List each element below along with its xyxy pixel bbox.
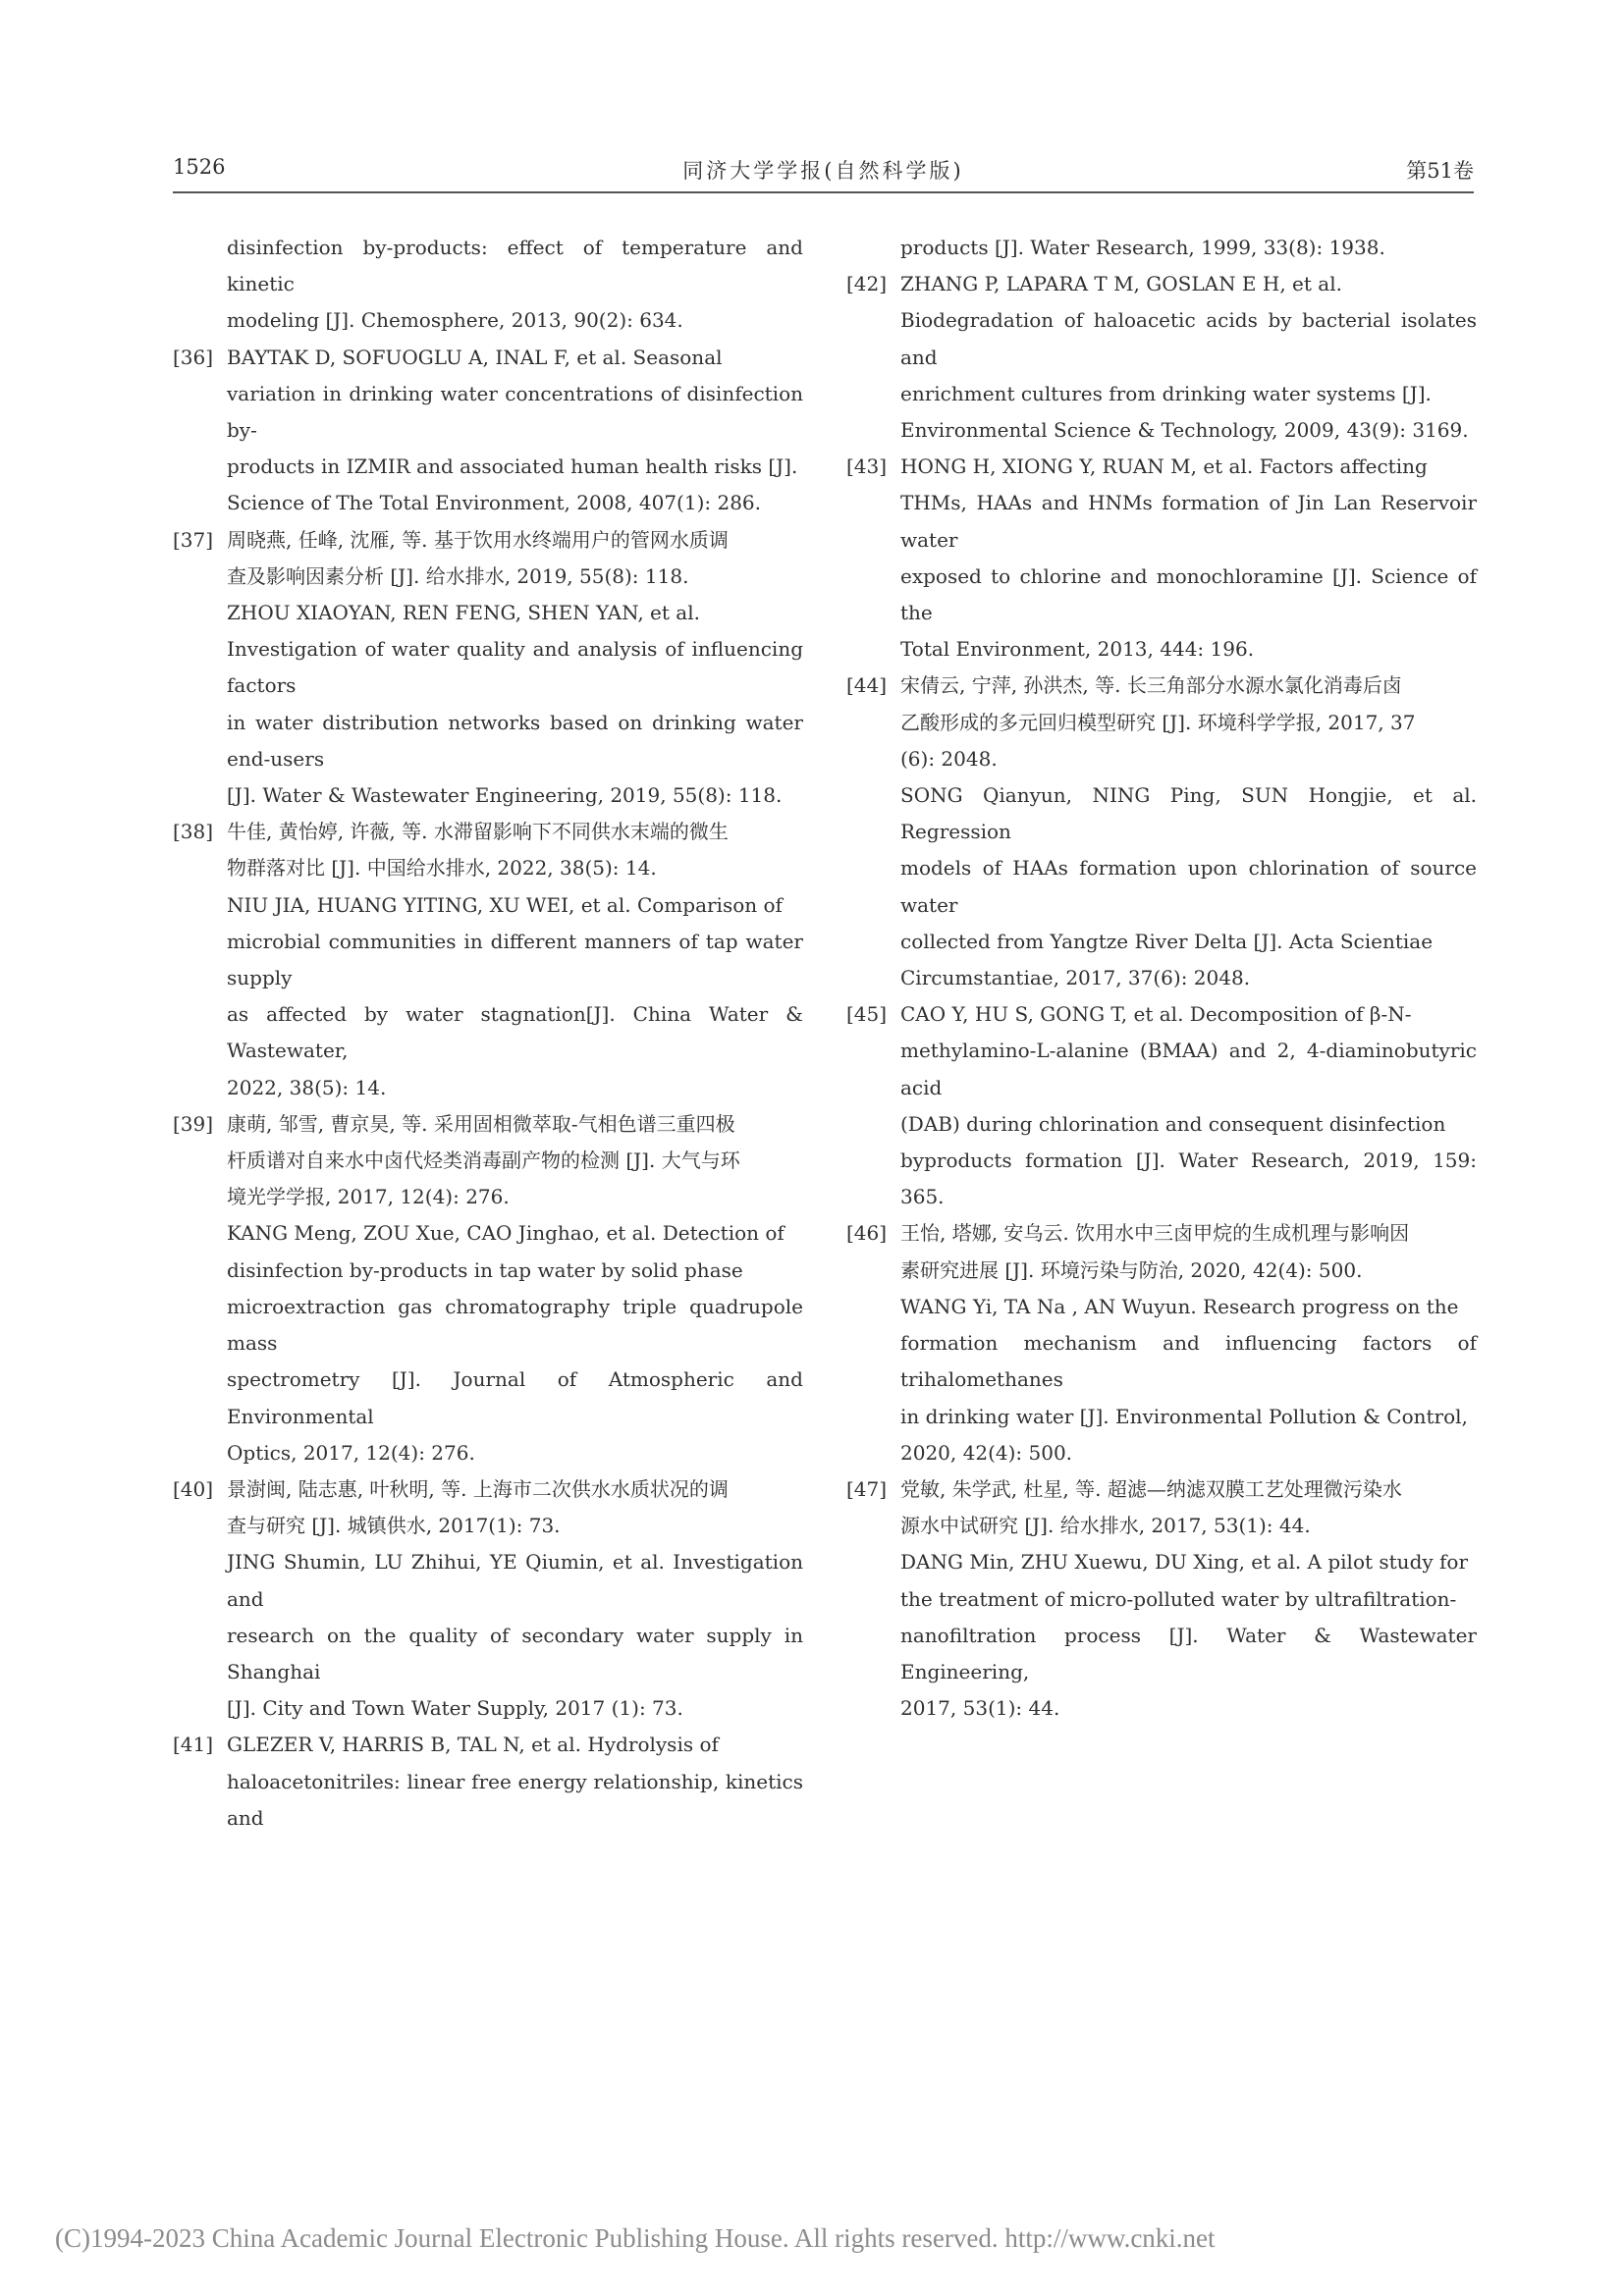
reference-line: microextraction gas chromatography triple quadrupole mass: [227, 1294, 803, 1356]
reference-line: (6): 2048.: [900, 746, 998, 771]
reference-line: 康萌, 邹雪, 曹京昊, 等. 采用固相微萃取-气相色谱三重四极: [227, 1111, 735, 1136]
reference-entry: [173, 230, 803, 340]
reference-line: 2017, 53(1): 44.: [900, 1696, 1060, 1721]
reference-line: spectrometry [J]. Journal of Atmospheric and Environmental: [227, 1367, 803, 1428]
reference-line: [J]. Water & Wastewater Engineering, 2019, 55(8): 118.: [227, 783, 783, 808]
reference-line: microbial communities in different manners of tap water supply: [227, 929, 803, 990]
reference-entry: [173, 340, 803, 522]
reference-number: [37]: [173, 527, 214, 552]
reference-number: [40]: [173, 1476, 214, 1501]
reference-line: haloacetonitriles: linear free energy relationship, kinetics and: [227, 1769, 803, 1830]
reference-entry: [173, 814, 803, 1106]
copyright-footer: (C)1994-2023 China Academic Journal Electronic Publishing House. All rights reserved. http://www.cnki.net: [55, 2223, 1216, 2253]
reference-line: 物群落对比 [J]. 中国给水排水, 2022, 38(5): 14.: [227, 856, 657, 881]
reference-line: Optics, 2017, 12(4): 276.: [227, 1440, 475, 1465]
reference-line: GLEZER V, HARRIS B, TAL N, et al. Hydrolysis of: [227, 1733, 719, 1757]
reference-line: THMs, HAAs and HNMs formation of Jin Lan Reservoir water: [900, 491, 1477, 552]
journal-title: 同济大学学报(自然科学版): [682, 159, 964, 183]
reference-line: in water distribution networks based on drinking water end-users: [227, 710, 803, 771]
reference-line: disinfection by-products: effect of temperature and kinetic: [227, 236, 803, 296]
reference-line: products in IZMIR and associated human health risks [J].: [227, 454, 798, 479]
reference-number: [44]: [846, 673, 888, 698]
reference-line: 牛佳, 黄怡婷, 许薇, 等. 水滞留影响下不同供水末端的微生: [227, 820, 729, 844]
reference-line: WANG Yi, TA Na , AN Wuyun. Research progress on the: [900, 1294, 1459, 1318]
reference-entry: [846, 1471, 1477, 1727]
reference-line: Circumstantiae, 2017, 37(6): 2048.: [900, 966, 1251, 990]
reference-line: research on the quality of secondary water supply in Shanghai: [227, 1623, 803, 1683]
references-left-column: [173, 230, 803, 1837]
reference-line: byproducts formation [J]. Water Research, 2019, 159: 365.: [900, 1148, 1477, 1209]
reference-line: DANG Min, ZHU Xuewu, DU Xing, et al. A pilot study for: [900, 1550, 1469, 1575]
reference-line: Biodegradation of haloacetic acids by bacterial isolates and: [900, 308, 1477, 369]
header-rule: [173, 191, 1474, 193]
reference-entry: [173, 1727, 803, 1837]
references-right-column: [846, 230, 1477, 1727]
reference-number: [36]: [173, 345, 214, 369]
reference-line: (DAB) during chlorination and consequent disinfection: [900, 1111, 1446, 1136]
reference-line: products [J]. Water Research, 1999, 33(8): 1938.: [900, 236, 1385, 259]
reference-number: [47]: [846, 1476, 888, 1501]
reference-line: 2020, 42(4): 500.: [900, 1440, 1073, 1465]
reference-line: NIU JIA, HUANG YITING, XU WEI, et al. Comparison of: [227, 892, 783, 917]
reference-line: HONG H, XIONG Y, RUAN M, et al. Factors affecting: [900, 454, 1428, 479]
reference-entry: [173, 1106, 803, 1471]
reference-entry: [173, 522, 803, 815]
reference-line: JING Shumin, LU Zhihui, YE Qiumin, et al. Investigation and: [227, 1550, 803, 1611]
reference-line: BAYTAK D, SOFUOGLU A, INAL F, et al. Seasonal: [227, 345, 723, 369]
reference-line: 杆质谱对自来水中卤代烃类消毒副产物的检测 [J]. 大气与环: [227, 1148, 740, 1173]
reference-entry: [846, 449, 1477, 667]
reference-line: 查与研究 [J]. 城镇供水, 2017(1): 73.: [227, 1514, 561, 1538]
reference-line: SONG Qianyun, NING Ping, SUN Hongjie, et al. Regression: [900, 783, 1477, 844]
reference-line: Science of The Total Environment, 2008, 407(1): 286.: [227, 491, 762, 515]
reference-line: variation in drinking water concentrations of disinfection by-: [227, 381, 803, 443]
reference-line: 查及影响因素分析 [J]. 给水排水, 2019, 55(8): 118.: [227, 563, 689, 588]
reference-number: [43]: [846, 454, 888, 479]
reference-line: disinfection by-products in tap water by solid phase: [227, 1257, 743, 1282]
reference-entry: [846, 996, 1477, 1215]
reference-line: the treatment of micro-polluted water by ultrafiltration-: [900, 1586, 1457, 1611]
reference-entry: [846, 667, 1477, 996]
reference-line: Environmental Science & Technology, 2009, 43(9): 3169.: [900, 418, 1469, 443]
reference-line: 宋倩云, 宁萍, 孙洪杰, 等. 长三角部分水源水氯化消毒后卤: [900, 673, 1402, 698]
reference-number: [38]: [173, 820, 214, 844]
reference-line: 王怡, 塔娜, 安乌云. 饮用水中三卤甲烷的生成机理与影响因: [900, 1221, 1410, 1246]
reference-line: enrichment cultures from drinking water systems [J].: [900, 381, 1432, 405]
reference-number: [42]: [846, 272, 888, 296]
page-header: [173, 155, 1474, 188]
reference-line: ZHANG P, LAPARA T M, GOSLAN E H, et al.: [900, 272, 1342, 296]
reference-line: [J]. City and Town Water Supply, 2017 (1): 73.: [227, 1696, 683, 1721]
reference-line: Total Environment, 2013, 444: 196.: [900, 637, 1255, 662]
reference-entry: [846, 1215, 1477, 1470]
reference-entry: [846, 266, 1477, 449]
reference-line: 景澍闽, 陆志惠, 叶秋明, 等. 上海市二次供水水质状况的调: [227, 1476, 729, 1501]
reference-number: [41]: [173, 1733, 214, 1757]
reference-line: formation mechanism and influencing factors of trihalomethanes: [900, 1331, 1477, 1392]
reference-number: [39]: [173, 1111, 214, 1136]
reference-line: Investigation of water quality and analysis of influencing factors: [227, 637, 803, 698]
reference-line: KANG Meng, ZOU Xue, CAO Jinghao, et al. Detection of: [227, 1221, 785, 1246]
page-number: 1526: [173, 155, 226, 179]
reference-entry: [173, 1471, 803, 1727]
reference-line: methylamino-L-alanine (BMAA) and 2, 4-diaminobutyric acid: [900, 1039, 1477, 1099]
reference-line: ZHOU XIAOYAN, REN FENG, SHEN YAN, et al.: [227, 601, 700, 625]
reference-line: collected from Yangtze River Delta [J]. Acta Scientiae: [900, 929, 1434, 953]
reference-number: [45]: [846, 1002, 888, 1027]
reference-entry: [846, 230, 1477, 266]
reference-line: nanofiltration process [J]. Water & Wastewater Engineering,: [900, 1623, 1477, 1683]
reference-line: modeling [J]. Chemosphere, 2013, 90(2): 634.: [227, 308, 683, 333]
reference-line: 2022, 38(5): 14.: [227, 1075, 387, 1099]
reference-line: CAO Y, HU S, GONG T, et al. Decomposition of β-N-: [900, 1002, 1412, 1027]
reference-line: 源水中试研究 [J]. 给水排水, 2017, 53(1): 44.: [900, 1514, 1311, 1538]
reference-line: exposed to chlorine and monochloramine [J]. Science of the: [900, 563, 1477, 625]
reference-line: models of HAAs formation upon chlorination of source water: [900, 856, 1477, 917]
reference-line: 党敏, 朱学武, 杜星, 等. 超滤—纳滤双膜工艺处理微污染水: [900, 1476, 1402, 1501]
reference-line: 乙酸形成的多元回归模型研究 [J]. 环境科学学报, 2017, 37: [900, 710, 1416, 734]
reference-number: [46]: [846, 1221, 888, 1246]
reference-line: 周晓燕, 任峰, 沈雁, 等. 基于饮用水终端用户的管网水质调: [227, 527, 729, 552]
reference-line: 素研究进展 [J]. 环境污染与防治, 2020, 42(4): 500.: [900, 1257, 1363, 1282]
reference-line: as affected by water stagnation[J]. China Water & Wastewater,: [227, 1002, 803, 1063]
reference-line: in drinking water [J]. Environmental Pollution & Control,: [900, 1404, 1468, 1428]
reference-line: 境光学学报, 2017, 12(4): 276.: [227, 1185, 510, 1209]
volume-label: 第51卷: [1406, 159, 1474, 183]
